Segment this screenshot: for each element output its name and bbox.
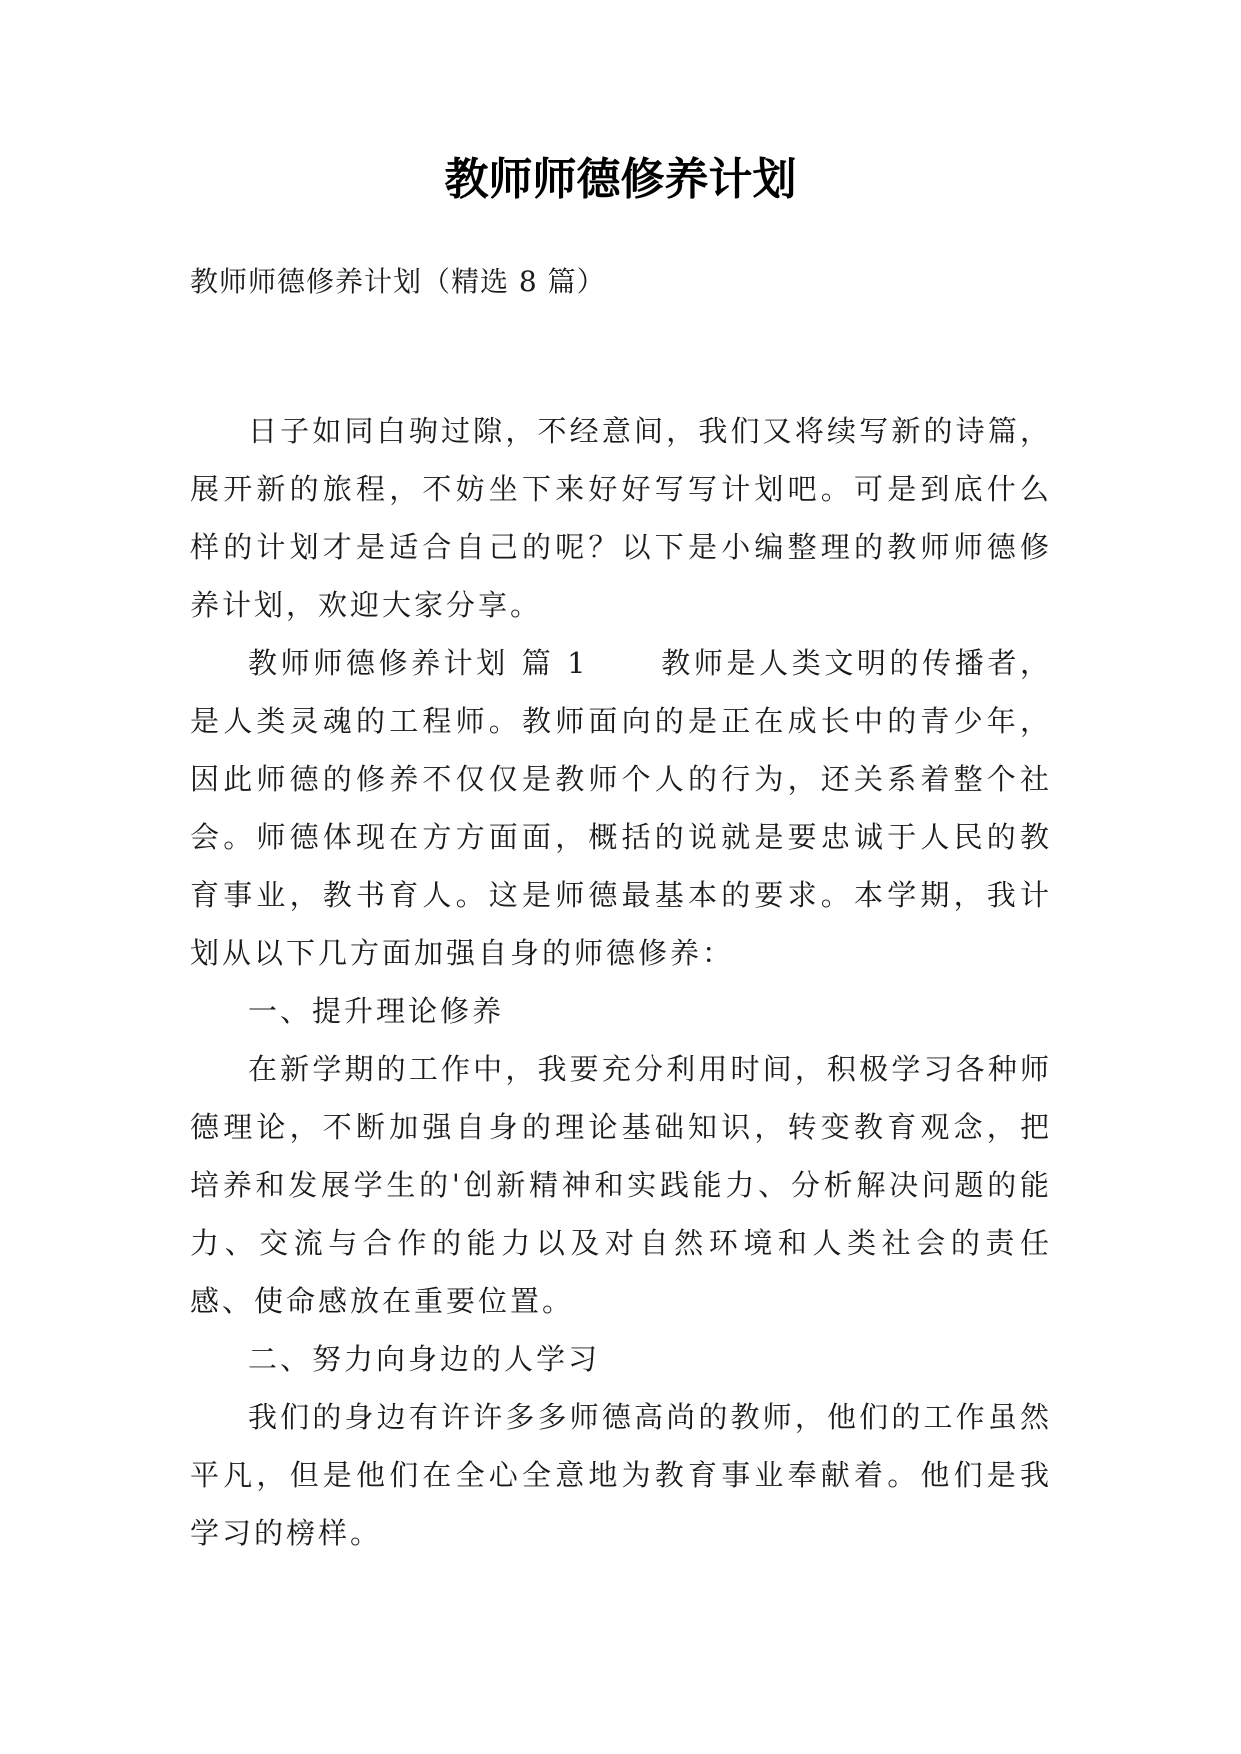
intro-paragraph: 日子如同白驹过隙，不经意间，我们又将续写新的诗篇，展开新的旅程，不妨坐下来好好写写计划吧。可是到底什么样的计划才是适合自己的呢？以下是小编整理的教师师德修养计划，欢迎大家分享。 <box>190 414 1052 622</box>
section-1-paragraph: 在新学期的工作中，我要充分利用时间，积极学习各种师德理论，不断加强自身的理论基础知识，转变教育观念，把培养和发展学生的'创新精神和实践能力、分析解决问题的能力、交流与合作的能力以及对自然环境和人类社会的责任感、使命感放在重要位置。 <box>190 1052 1052 1318</box>
article-1-paragraph <box>190 634 1052 982</box>
document-subtitle: 教师师德修养计划（精选 8 篇） <box>190 265 606 298</box>
document-title: 教师师德修养计划 <box>444 154 797 205</box>
document-body <box>190 402 1052 1562</box>
article-1-lead: 教师是人类文明的传播者，是人类灵魂的工程师。教师面向的是正在成长中的青少年，因此师德的修养不仅仅是教师个人的行为，还关系着整个社会。师德体现在方方面面，概括的说就是要忠诚于人民的教育事业，教书育人。这是师德最基本的要求。本学期，我计划从以下几方面加强自身的师德修养： <box>190 646 1052 970</box>
section-2-paragraph: 我们的身边有许许多多师德高尚的教师，他们的工作虽然平凡，但是他们在全心全意地为教育事业奉献着。他们是我学习的榜样。 <box>190 1400 1052 1550</box>
article-1-heading: 教师师德修养计划 篇 1 <box>248 646 589 680</box>
section-2-heading: 二、努力向身边的人学习 <box>248 1342 601 1376</box>
section-1-heading: 一、提升理论修养 <box>248 994 505 1028</box>
